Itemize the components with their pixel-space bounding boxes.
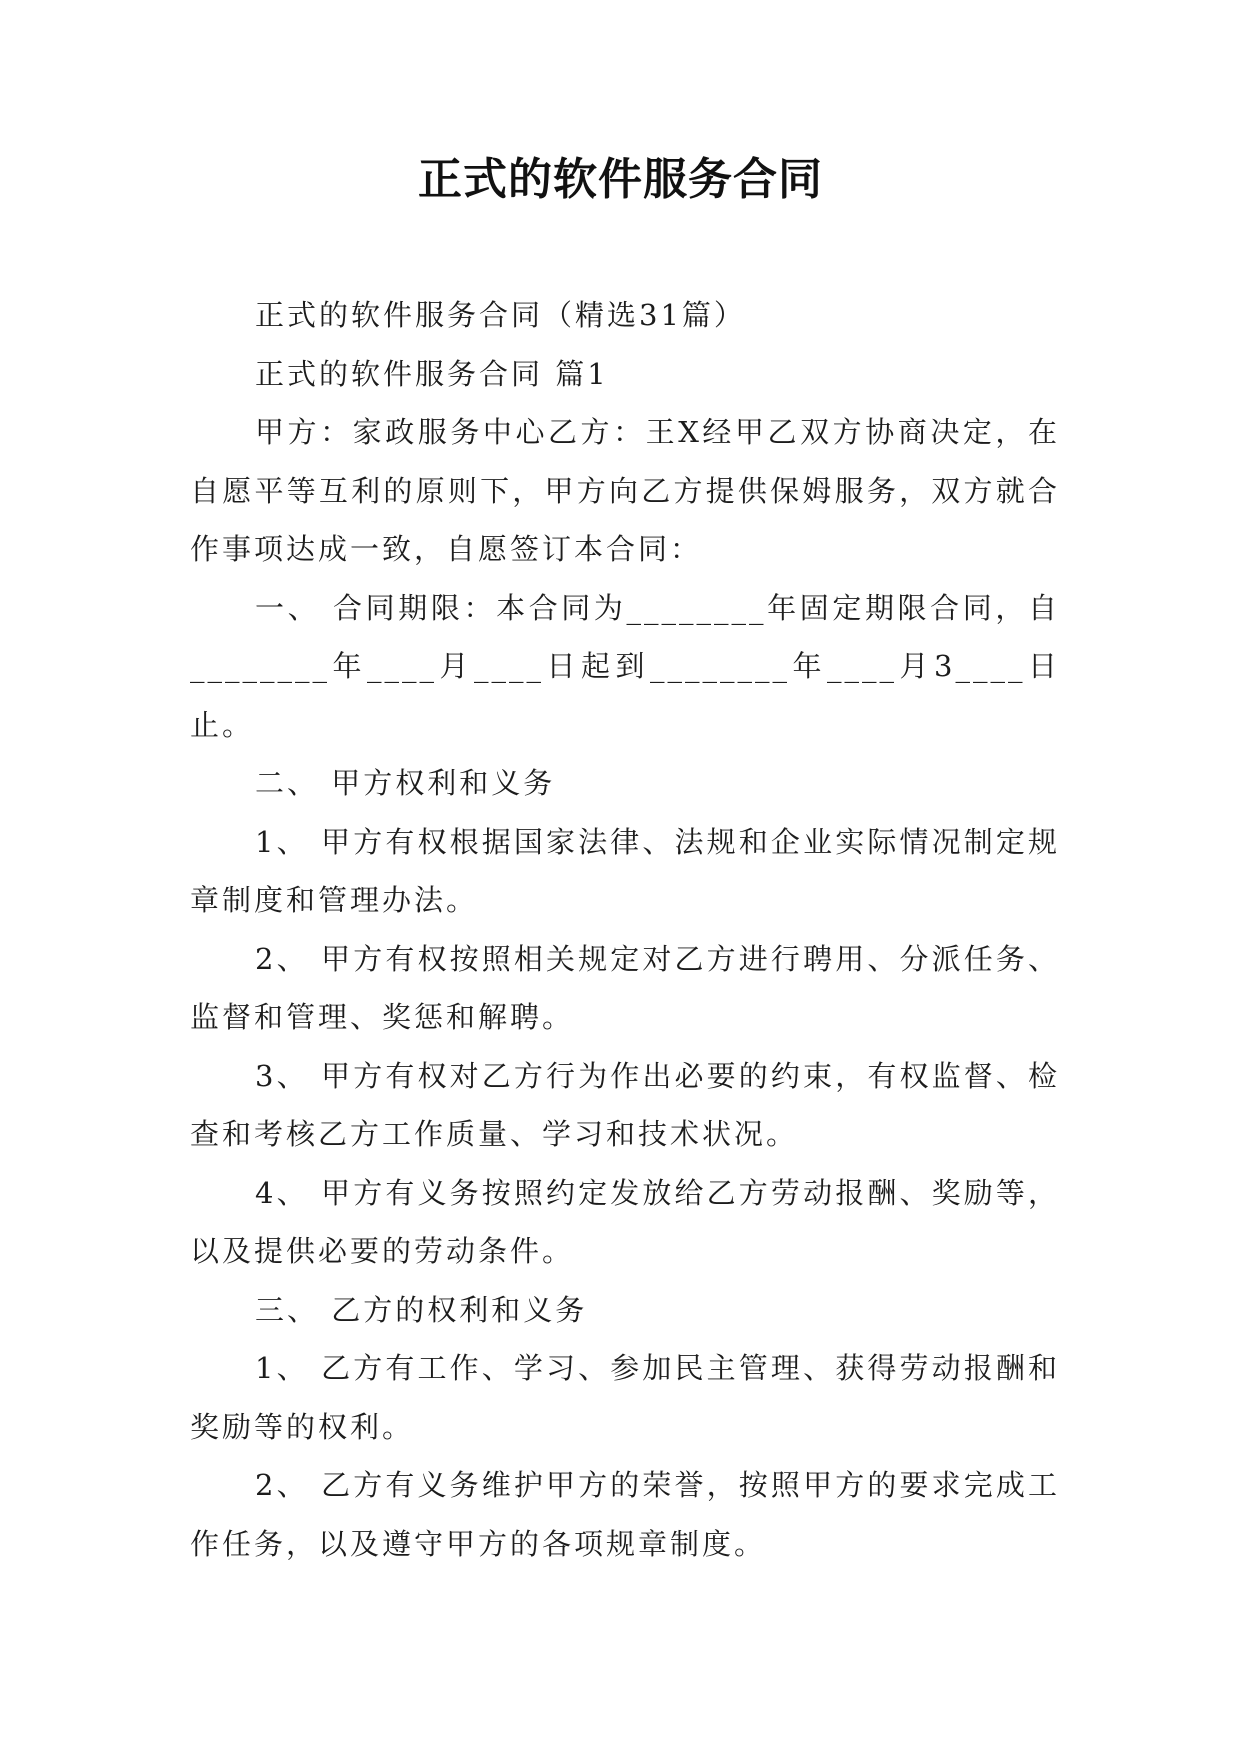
paragraph-section-heading: 正式的软件服务合同 篇1	[255, 356, 609, 391]
paragraph-party-b-heading: 三、 乙方的权利和义务	[255, 1292, 588, 1327]
paragraph-party-a-item-2: 2、 甲方有权按照相关规定对乙方进行聘用、分派任务、监督和管理、奖惩和解聘。	[190, 941, 1060, 1034]
paragraph-subtitle: 正式的软件服务合同（精选31篇）	[255, 298, 746, 332]
document-title: 正式的软件服务合同	[418, 154, 823, 205]
paragraph-contract-term: 一、 合同期限：本合同为________年固定期限合同，自________年____月____日起到________年____月3____日止。	[190, 590, 1060, 742]
paragraph-party-a-item-3: 3、 甲方有权对乙方行为作出必要的约束，有权监督、检查和考核乙方工作质量、学习和技术状况。	[190, 1058, 1060, 1151]
paragraph-party-b-item-1: 1、 乙方有工作、学习、参加民主管理、获得劳动报酬和奖励等的权利。	[190, 1351, 1060, 1444]
paragraph-parties: 甲方：家政服务中心乙方：王X经甲乙双方协商决定，在自愿平等互利的原则下，甲方向乙方提供保姆服务，双方就合作事项达成一致，自愿签订本合同：	[190, 415, 1060, 566]
paragraph-party-b-item-2: 2、 乙方有义务维护甲方的荣誉，按照甲方的要求完成工作任务，以及遵守甲方的各项规章制度。	[190, 1468, 1060, 1561]
paragraph-party-a-heading: 二、 甲方权利和义务	[255, 766, 556, 800]
paragraph-party-a-item-4: 4、 甲方有义务按照约定发放给乙方劳动报酬、奖励等，以及提供必要的劳动条件。	[190, 1175, 1060, 1268]
paragraph-party-a-item-1: 1、 甲方有权根据国家法律、法规和企业实际情况制定规章制度和管理办法。	[190, 824, 1060, 917]
document-body	[190, 286, 1060, 1573]
